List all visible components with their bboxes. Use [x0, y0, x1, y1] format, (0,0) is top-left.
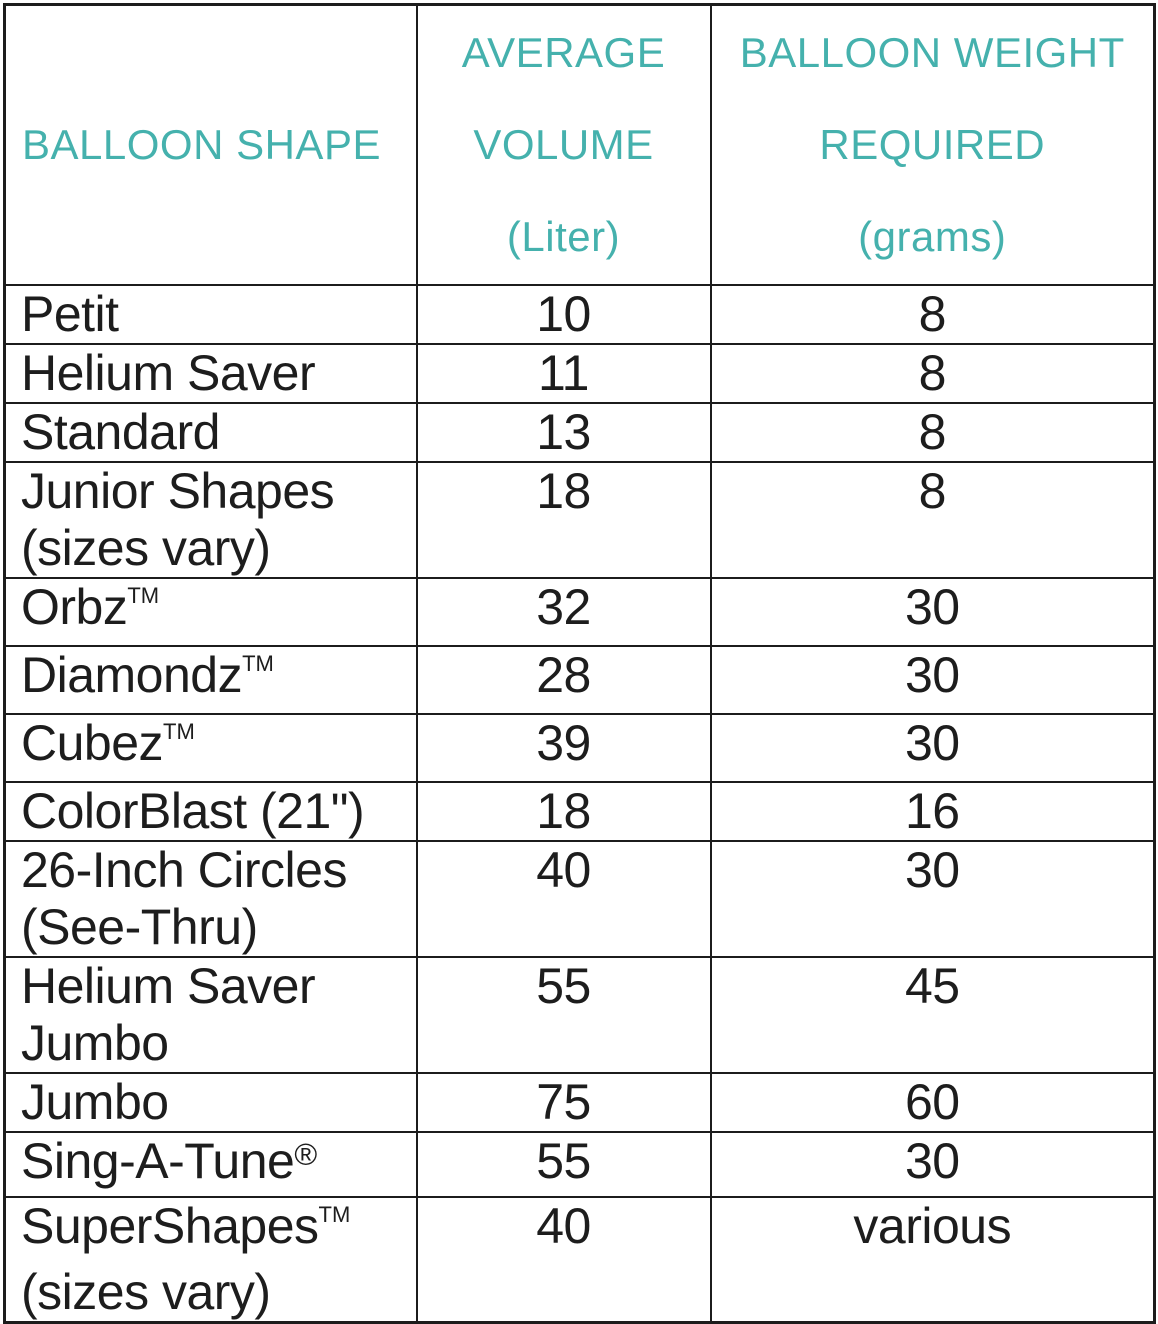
table-row — [5, 1132, 1155, 1197]
weight-cell: 45 — [711, 957, 1155, 1073]
registered-symbol: ® — [294, 1136, 318, 1172]
weight-cell: 30 — [711, 646, 1155, 714]
trademark-symbol: TM — [127, 583, 160, 609]
table-row — [5, 578, 1155, 646]
header-weight-lines — [712, 7, 1154, 283]
header-line: AVERAGE — [461, 29, 666, 76]
table-row — [5, 841, 1155, 957]
shape-cell — [5, 285, 417, 344]
shape-name-line: Orbz™ — [21, 579, 160, 635]
shape-name-line: Sing-A-Tune® — [21, 1133, 318, 1189]
volume-cell: 39 — [417, 714, 711, 782]
shape-cell — [5, 957, 417, 1073]
table-row — [5, 714, 1155, 782]
weight-cell: 30 — [711, 841, 1155, 957]
shape-name-line: SuperShapes™ — [21, 1198, 351, 1254]
shape-name-line: Petit — [21, 286, 119, 342]
shape-cell — [5, 344, 417, 403]
weight-cell: 60 — [711, 1073, 1155, 1132]
table-row — [5, 403, 1155, 462]
trademark-symbol: TM — [163, 719, 195, 745]
table-row — [5, 1073, 1155, 1132]
shape-cell — [5, 782, 417, 841]
volume-cell: 75 — [417, 1073, 711, 1132]
balloon-helium-table — [3, 3, 1156, 1324]
table-row — [5, 1197, 1155, 1323]
weight-cell: 30 — [711, 1132, 1155, 1197]
page — [0, 3, 1158, 1320]
header-line: (grams) — [858, 213, 1007, 260]
header-average-volume — [417, 5, 711, 286]
header-line: BALLOON WEIGHT — [739, 29, 1125, 76]
header-balloon-weight — [711, 5, 1155, 286]
header-line: (Liter) — [506, 213, 621, 260]
shape-name-line: ColorBlast (21") — [21, 783, 365, 839]
volume-cell: 40 — [417, 1197, 711, 1323]
shape-name-line: (sizes vary) — [21, 520, 271, 576]
table-body — [5, 285, 1155, 1323]
weight-cell: 16 — [711, 782, 1155, 841]
shape-name-line: Jumbo — [21, 1074, 169, 1130]
table-row — [5, 957, 1155, 1073]
weight-cell: 30 — [711, 578, 1155, 646]
shape-cell — [5, 578, 417, 646]
table-row — [5, 782, 1155, 841]
weight-cell: 8 — [711, 403, 1155, 462]
shape-cell — [5, 462, 417, 578]
shape-name-line: Jumbo — [21, 1015, 169, 1071]
volume-cell: 55 — [417, 1132, 711, 1197]
weight-cell: various — [711, 1197, 1155, 1323]
shape-name-line: Standard — [21, 404, 220, 460]
table-row — [5, 285, 1155, 344]
shape-name-line: Junior Shapes — [21, 463, 335, 519]
volume-cell: 28 — [417, 646, 711, 714]
table-header — [5, 5, 1155, 286]
trademark-symbol: TM — [242, 651, 274, 677]
volume-cell: 55 — [417, 957, 711, 1073]
shape-name-line: Cubez™ — [21, 715, 195, 771]
shape-cell — [5, 1073, 417, 1132]
weight-cell: 30 — [711, 714, 1155, 782]
shape-name-line: 26-Inch Circles — [21, 842, 347, 898]
volume-cell: 13 — [417, 403, 711, 462]
shape-name-line: Helium Saver — [21, 958, 316, 1014]
shape-cell — [5, 646, 417, 714]
weight-cell: 8 — [711, 462, 1155, 578]
shape-name-line: Diamondz™ — [21, 647, 274, 703]
volume-cell: 18 — [417, 462, 711, 578]
table-row — [5, 344, 1155, 403]
weight-cell: 8 — [711, 344, 1155, 403]
header-row — [5, 5, 1155, 286]
shape-name-line: Helium Saver — [21, 345, 316, 401]
header-line: VOLUME — [473, 121, 654, 168]
shape-cell — [5, 841, 417, 957]
volume-cell: 11 — [417, 344, 711, 403]
shape-cell — [5, 1132, 417, 1197]
shape-cell — [5, 714, 417, 782]
trademark-symbol: TM — [318, 1202, 351, 1228]
volume-cell: 32 — [417, 578, 711, 646]
volume-cell: 18 — [417, 782, 711, 841]
header-line: REQUIRED — [819, 121, 1046, 168]
shape-cell — [5, 1197, 417, 1323]
weight-cell: 8 — [711, 285, 1155, 344]
header-volume-lines — [418, 7, 710, 283]
table-row — [5, 462, 1155, 578]
shape-cell — [5, 403, 417, 462]
volume-cell: 10 — [417, 285, 711, 344]
table-row — [5, 646, 1155, 714]
header-balloon-shape: BALLOON SHAPE — [5, 5, 417, 286]
shape-name-line: (See-Thru) — [21, 899, 258, 955]
volume-cell: 40 — [417, 841, 711, 957]
shape-name-line: (sizes vary) — [21, 1264, 271, 1320]
